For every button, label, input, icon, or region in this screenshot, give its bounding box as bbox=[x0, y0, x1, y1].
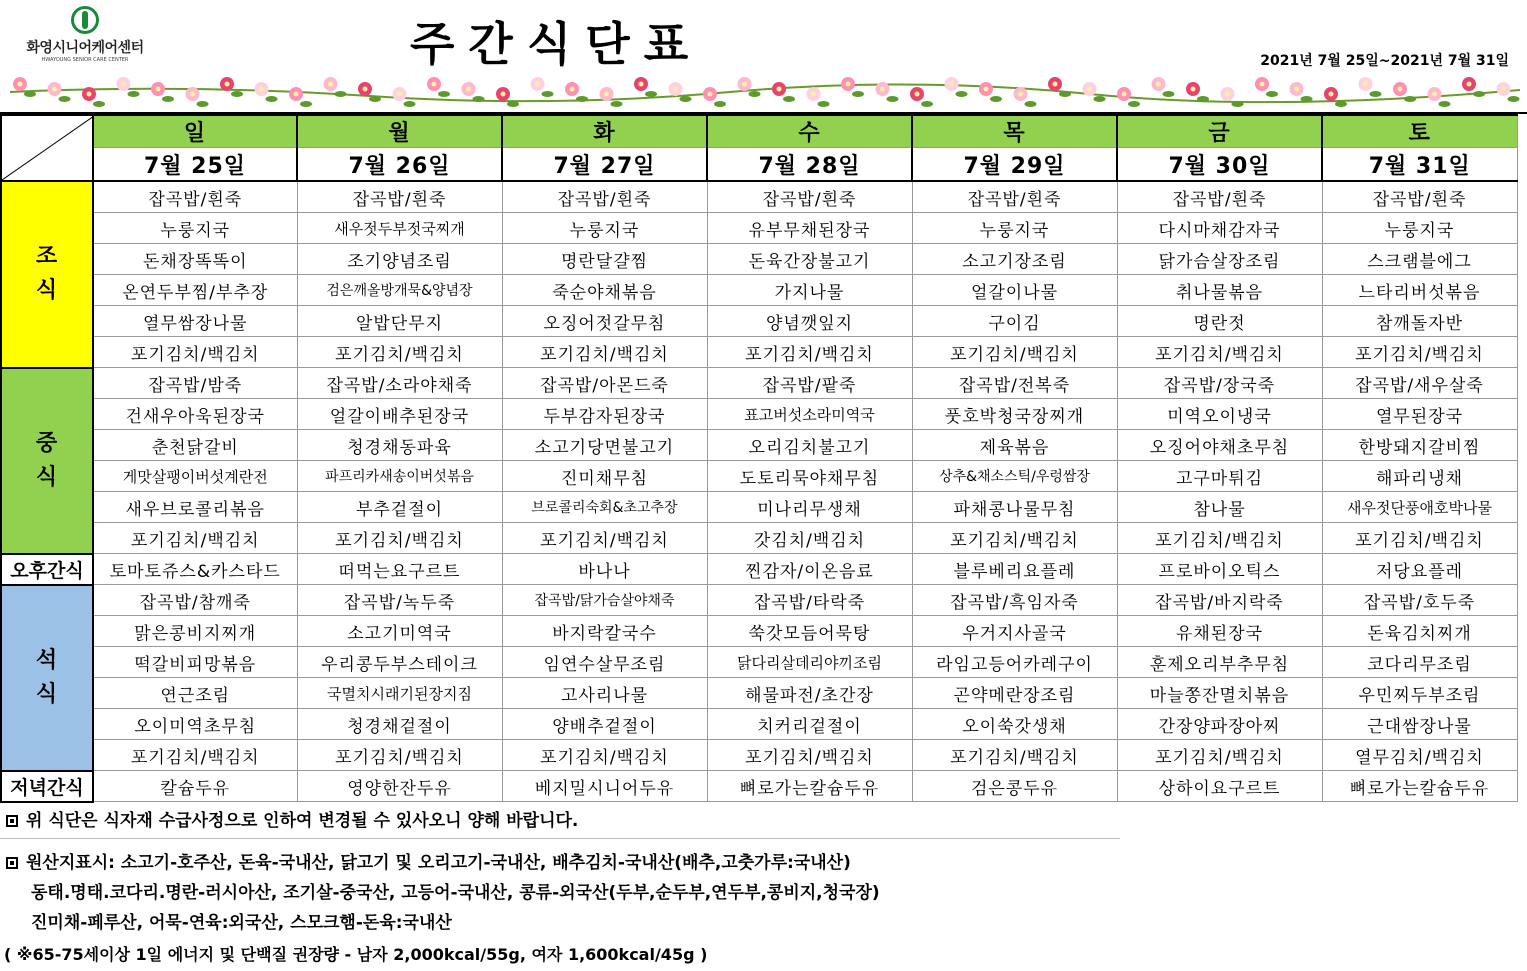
table-row bbox=[1, 461, 1517, 492]
menu-item: 온연두부찜/부추장 bbox=[93, 275, 297, 306]
menu-item: 포기김치/백김치 bbox=[912, 337, 1117, 368]
table-row bbox=[1, 740, 1517, 771]
menu-item: 포기김치/백김치 bbox=[93, 523, 297, 554]
menu-item: 고사리나물 bbox=[502, 678, 707, 709]
menu-item: 해파리냉채 bbox=[1322, 461, 1517, 492]
lunch-label bbox=[1, 368, 93, 554]
menu-item: 라임고등어카레구이 bbox=[912, 647, 1117, 678]
menu-item: 브로콜리숙회&초고추장 bbox=[502, 492, 707, 523]
menu-item: 잡곡밥/팥죽 bbox=[707, 368, 912, 399]
menu-item: 춘천닭갈비 bbox=[93, 430, 297, 461]
menu-item: 다시마채감자국 bbox=[1117, 213, 1322, 244]
menu-item: 포기김치/백김치 bbox=[1117, 523, 1322, 554]
menu-item: 두부감자된장국 bbox=[502, 399, 707, 430]
menu-item: 느타리버섯볶음 bbox=[1322, 275, 1517, 306]
day-name: 화 bbox=[502, 115, 707, 148]
menu-item: 알밥단무지 bbox=[297, 306, 502, 337]
snack-item: 블루베리요플레 bbox=[912, 554, 1117, 585]
table-row bbox=[1, 523, 1517, 554]
menu-item: 풋호박청국장찌개 bbox=[912, 399, 1117, 430]
menu-item: 새우브로콜리볶음 bbox=[93, 492, 297, 523]
menu-item: 잡곡밥/흰죽 bbox=[297, 181, 502, 213]
menu-item: 마늘쫑잔멸치볶음 bbox=[1117, 678, 1322, 709]
menu-item: 표고버섯소라미역국 bbox=[707, 399, 912, 430]
day-name: 목 bbox=[912, 115, 1117, 148]
logo bbox=[20, 6, 150, 63]
menu-item: 미나리무생채 bbox=[707, 492, 912, 523]
table-row bbox=[1, 368, 1517, 399]
menu-item: 포기김치/백김치 bbox=[912, 740, 1117, 771]
menu-item: 구이김 bbox=[912, 306, 1117, 337]
menu-item: 잡곡밥/닭가슴살야채죽 bbox=[502, 585, 707, 616]
table-row bbox=[1, 430, 1517, 461]
menu-item: 얼갈이나물 bbox=[912, 275, 1117, 306]
change-notice bbox=[6, 806, 1526, 831]
menu-item: 열무쌈장나물 bbox=[93, 306, 297, 337]
menu-item: 잡곡밥/참깨죽 bbox=[93, 585, 297, 616]
menu-item: 한방돼지갈비찜 bbox=[1322, 430, 1517, 461]
logo-subtitle: HWAYOUNG SENIOR CARE CENTER bbox=[41, 57, 129, 63]
menu-item: 포기김치/백김치 bbox=[93, 337, 297, 368]
menu-item: 제육볶음 bbox=[912, 430, 1117, 461]
menu-item: 잡곡밥/소라야채죽 bbox=[297, 368, 502, 399]
menu-item: 포기김치/백김치 bbox=[1117, 337, 1322, 368]
afternoon-snack-label: 오후간식 bbox=[1, 554, 93, 585]
origin-info bbox=[6, 848, 1526, 938]
menu-item: 오리김치불고기 bbox=[707, 430, 912, 461]
menu-item: 잡곡밥/흰죽 bbox=[1117, 181, 1322, 213]
dinner-label-char: 식 bbox=[35, 681, 59, 707]
menu-item: 청경채동파육 bbox=[297, 430, 502, 461]
snack-item: 상하이요구르트 bbox=[1117, 771, 1322, 802]
breakfast-label bbox=[1, 181, 93, 368]
day-name-row bbox=[1, 115, 1517, 148]
day-date: 7월 26일 bbox=[297, 148, 502, 182]
menu-item: 포기김치/백김치 bbox=[93, 740, 297, 771]
menu-item: 청경채겉절이 bbox=[297, 709, 502, 740]
menu-item: 닭다리살데리야끼조림 bbox=[707, 647, 912, 678]
menu-item: 포기김치/백김치 bbox=[502, 523, 707, 554]
menu-item: 스크램블에그 bbox=[1322, 244, 1517, 275]
menu-item: 열무된장국 bbox=[1322, 399, 1517, 430]
menu-item: 소고기미역국 bbox=[297, 616, 502, 647]
menu-item: 우리콩두부스테이크 bbox=[297, 647, 502, 678]
day-date: 7월 25일 bbox=[93, 148, 297, 182]
menu-item: 코다리무조림 bbox=[1322, 647, 1517, 678]
menu-item: 닭가슴살장조림 bbox=[1117, 244, 1322, 275]
table-row bbox=[1, 399, 1517, 430]
menu-item: 파채콩나물무침 bbox=[912, 492, 1117, 523]
menu-item: 곤약메란장조림 bbox=[912, 678, 1117, 709]
weekly-menu-table bbox=[0, 114, 1518, 803]
menu-item: 명란달걀찜 bbox=[502, 244, 707, 275]
date-range: 2021년 7월 25일~2021년 7월 31일 bbox=[1260, 53, 1509, 69]
menu-item: 포기김치/백김치 bbox=[912, 523, 1117, 554]
page-title: 주간식단표 bbox=[410, 17, 703, 71]
snack-item: 검은콩두유 bbox=[912, 771, 1117, 802]
day-date: 7월 31일 bbox=[1322, 148, 1517, 182]
menu-item: 우민찌두부조림 bbox=[1322, 678, 1517, 709]
menu-item: 잡곡밥/바지락죽 bbox=[1117, 585, 1322, 616]
table-row bbox=[1, 244, 1517, 275]
menu-item: 진미채무침 bbox=[502, 461, 707, 492]
table-row bbox=[1, 492, 1517, 523]
breakfast-label-char: 식 bbox=[35, 278, 59, 304]
snack-item: 베지밀시니어두유 bbox=[502, 771, 707, 802]
menu-item: 잡곡밥/타락죽 bbox=[707, 585, 912, 616]
menu-item: 포기김치/백김치 bbox=[707, 337, 912, 368]
corner-diagonal-icon bbox=[2, 116, 93, 180]
menu-item: 돈채장똑똑이 bbox=[93, 244, 297, 275]
bullet-icon bbox=[6, 815, 18, 827]
snack-item: 영양한잔두유 bbox=[297, 771, 502, 802]
menu-item: 갓김치/백김치 bbox=[707, 523, 912, 554]
menu-item: 잡곡밥/장국죽 bbox=[1117, 368, 1322, 399]
menu-item: 소고기장조림 bbox=[912, 244, 1117, 275]
snack-item: 저당요플레 bbox=[1322, 554, 1517, 585]
menu-item: 누룽지국 bbox=[502, 213, 707, 244]
menu-item: 해물파전/초간장 bbox=[707, 678, 912, 709]
snack-item: 바나나 bbox=[502, 554, 707, 585]
menu-item: 포기김치/백김치 bbox=[297, 337, 502, 368]
origin-line: 진미채-페루산, 어묵-연육:외국산, 스모크햄-돈육:국내산 bbox=[31, 913, 452, 933]
menu-item: 검은깨올방개묵&양념장 bbox=[297, 275, 502, 306]
dinner-label-char: 석 bbox=[35, 647, 59, 673]
menu-item: 오징어야채초무침 bbox=[1117, 430, 1322, 461]
flower-garland-icon bbox=[10, 62, 1520, 108]
menu-item: 포기김치/백김치 bbox=[707, 740, 912, 771]
day-name: 금 bbox=[1117, 115, 1322, 148]
origin-line: 동태.명태.코다리.명란-러시아산, 조기살-중국산, 고등어-국내산, 콩류-외국산(두부,순두부,연두부,콩비지,청국장) bbox=[31, 883, 880, 903]
menu-item: 오징어젓갈무침 bbox=[502, 306, 707, 337]
menu-item: 바지락칼국수 bbox=[502, 616, 707, 647]
menu-item: 소고기당면불고기 bbox=[502, 430, 707, 461]
menu-item: 건새우아욱된장국 bbox=[93, 399, 297, 430]
day-date: 7월 27일 bbox=[502, 148, 707, 182]
day-date: 7월 28일 bbox=[707, 148, 912, 182]
menu-item: 잡곡밥/새우살죽 bbox=[1322, 368, 1517, 399]
dinner-label bbox=[1, 585, 93, 771]
menu-item: 잡곡밥/전복죽 bbox=[912, 368, 1117, 399]
menu-item: 포기김치/백김치 bbox=[1322, 337, 1517, 368]
menu-item: 잡곡밥/흰죽 bbox=[502, 181, 707, 213]
menu-item: 잡곡밥/흰죽 bbox=[912, 181, 1117, 213]
menu-item: 얼갈이배추된장국 bbox=[297, 399, 502, 430]
day-name: 수 bbox=[707, 115, 912, 148]
menu-item: 임연수살무조림 bbox=[502, 647, 707, 678]
table-row bbox=[1, 647, 1517, 678]
table-row bbox=[1, 616, 1517, 647]
menu-item: 포기김치/백김치 bbox=[297, 740, 502, 771]
menu-item: 참깨돌자반 bbox=[1322, 306, 1517, 337]
bullet-icon bbox=[6, 857, 18, 869]
lunch-label-char: 식 bbox=[35, 464, 59, 490]
day-date-row bbox=[1, 148, 1517, 182]
menu-item: 취나물볶음 bbox=[1117, 275, 1322, 306]
menu-item: 돈육김치찌개 bbox=[1322, 616, 1517, 647]
day-name: 토 bbox=[1322, 115, 1517, 148]
menu-item: 누룽지국 bbox=[912, 213, 1117, 244]
menu-item: 죽순야채볶음 bbox=[502, 275, 707, 306]
menu-item: 포기김치/백김치 bbox=[502, 740, 707, 771]
menu-item: 고구마튀김 bbox=[1117, 461, 1322, 492]
snack-item: 찐감자/이온음료 bbox=[707, 554, 912, 585]
menu-item: 누룽지국 bbox=[1322, 213, 1517, 244]
menu-item: 가지나물 bbox=[707, 275, 912, 306]
logo-icon bbox=[71, 6, 99, 34]
menu-item: 참나물 bbox=[1117, 492, 1322, 523]
menu-item: 파프리카새송이버섯볶음 bbox=[297, 461, 502, 492]
evening-snack-row bbox=[1, 771, 1517, 802]
origin-line: 원산지표시: 소고기-호주산, 돈육-국내산, 닭고기 및 오리고기-국내산, 배추김치-국내산(배추,고춧가루:국내산) bbox=[26, 853, 851, 873]
table-row bbox=[1, 181, 1517, 213]
table-corner bbox=[1, 115, 93, 181]
menu-item: 잡곡밥/흑임자죽 bbox=[912, 585, 1117, 616]
menu-item: 누룽지국 bbox=[93, 213, 297, 244]
menu-item: 포기김치/백김치 bbox=[297, 523, 502, 554]
menu-item: 미역오이냉국 bbox=[1117, 399, 1322, 430]
menu-item: 떡갈비피망볶음 bbox=[93, 647, 297, 678]
menu-item: 포기김치/백김치 bbox=[1322, 523, 1517, 554]
menu-item: 치커리겉절이 bbox=[707, 709, 912, 740]
snack-item: 뼈로가는칼슘두유 bbox=[1322, 771, 1517, 802]
menu-item: 잡곡밥/호두죽 bbox=[1322, 585, 1517, 616]
menu-item: 간장양파장아찌 bbox=[1117, 709, 1322, 740]
menu-item: 국멸치시래기된장지짐 bbox=[297, 678, 502, 709]
menu-item: 돈육간장불고기 bbox=[707, 244, 912, 275]
menu-item: 우거지사골국 bbox=[912, 616, 1117, 647]
menu-item: 부추겉절이 bbox=[297, 492, 502, 523]
menu-item: 유채된장국 bbox=[1117, 616, 1322, 647]
menu-item: 새우젓두부젓국찌개 bbox=[297, 213, 502, 244]
menu-item: 유부무채된장국 bbox=[707, 213, 912, 244]
menu-item: 게맛살팽이버섯계란전 bbox=[93, 461, 297, 492]
menu-item: 양배추겉절이 bbox=[502, 709, 707, 740]
snack-item: 떠먹는요구르트 bbox=[297, 554, 502, 585]
day-name: 일 bbox=[93, 115, 297, 148]
menu-item: 포기김치/백김치 bbox=[1117, 740, 1322, 771]
snack-item: 프로바이오틱스 bbox=[1117, 554, 1322, 585]
menu-item: 쑥갓모듬어묵탕 bbox=[707, 616, 912, 647]
menu-item: 잡곡밥/녹두죽 bbox=[297, 585, 502, 616]
menu-item: 잡곡밥/흰죽 bbox=[1322, 181, 1517, 213]
menu-item: 양념깻잎지 bbox=[707, 306, 912, 337]
menu-item: 잡곡밥/아몬드죽 bbox=[502, 368, 707, 399]
snack-item: 뼈로가는칼슘두유 bbox=[707, 771, 912, 802]
table-row bbox=[1, 678, 1517, 709]
table-row bbox=[1, 275, 1517, 306]
header bbox=[0, 0, 1527, 112]
day-date: 7월 29일 bbox=[912, 148, 1117, 182]
menu-item: 명란젓 bbox=[1117, 306, 1322, 337]
table-row bbox=[1, 306, 1517, 337]
menu-item: 훈제오리부추무침 bbox=[1117, 647, 1322, 678]
menu-item: 잡곡밥/흰죽 bbox=[93, 181, 297, 213]
afternoon-snack-row bbox=[1, 554, 1517, 585]
day-name: 월 bbox=[297, 115, 502, 148]
menu-item: 오이미역초무침 bbox=[93, 709, 297, 740]
menu-item: 근대쌈장나물 bbox=[1322, 709, 1517, 740]
menu-item: 잡곡밥/밤죽 bbox=[93, 368, 297, 399]
menu-item: 도토리묵야채무침 bbox=[707, 461, 912, 492]
menu-item: 열무김치/백김치 bbox=[1322, 740, 1517, 771]
evening-snack-label: 저녁간식 bbox=[1, 771, 93, 802]
menu-item: 잡곡밥/흰죽 bbox=[707, 181, 912, 213]
table-row bbox=[1, 709, 1517, 740]
table-row bbox=[1, 213, 1517, 244]
menu-item: 상추&채소스틱/우렁쌈장 bbox=[912, 461, 1117, 492]
menu-item: 오이쑥갓생채 bbox=[912, 709, 1117, 740]
snack-item: 토마토쥬스&카스타드 bbox=[93, 554, 297, 585]
notes-divider bbox=[0, 838, 1120, 839]
energy-recommendation: ( ※65-75세이상 1일 에너지 및 단백질 권장량 - 남자 2,000kcal/55g, 여자 1,600kcal/45g ) bbox=[4, 945, 708, 964]
change-notice-text: 위 식단은 식자재 수급사정으로 인하여 변경될 수 있사오니 양해 바랍니다. bbox=[26, 811, 579, 831]
day-date: 7월 30일 bbox=[1117, 148, 1322, 182]
table-row bbox=[1, 585, 1517, 616]
logo-name: 화영시니어케어센터 bbox=[26, 40, 144, 56]
lunch-label-char: 중 bbox=[35, 430, 59, 456]
menu-item: 새우젓단풍애호박나물 bbox=[1322, 492, 1517, 523]
table-row bbox=[1, 337, 1517, 368]
snack-item: 칼슘두유 bbox=[93, 771, 297, 802]
breakfast-label-char: 조 bbox=[35, 244, 59, 270]
menu-item: 조기양념조림 bbox=[297, 244, 502, 275]
menu-item: 맑은콩비지찌개 bbox=[93, 616, 297, 647]
menu-item: 연근조림 bbox=[93, 678, 297, 709]
menu-item: 포기김치/백김치 bbox=[502, 337, 707, 368]
